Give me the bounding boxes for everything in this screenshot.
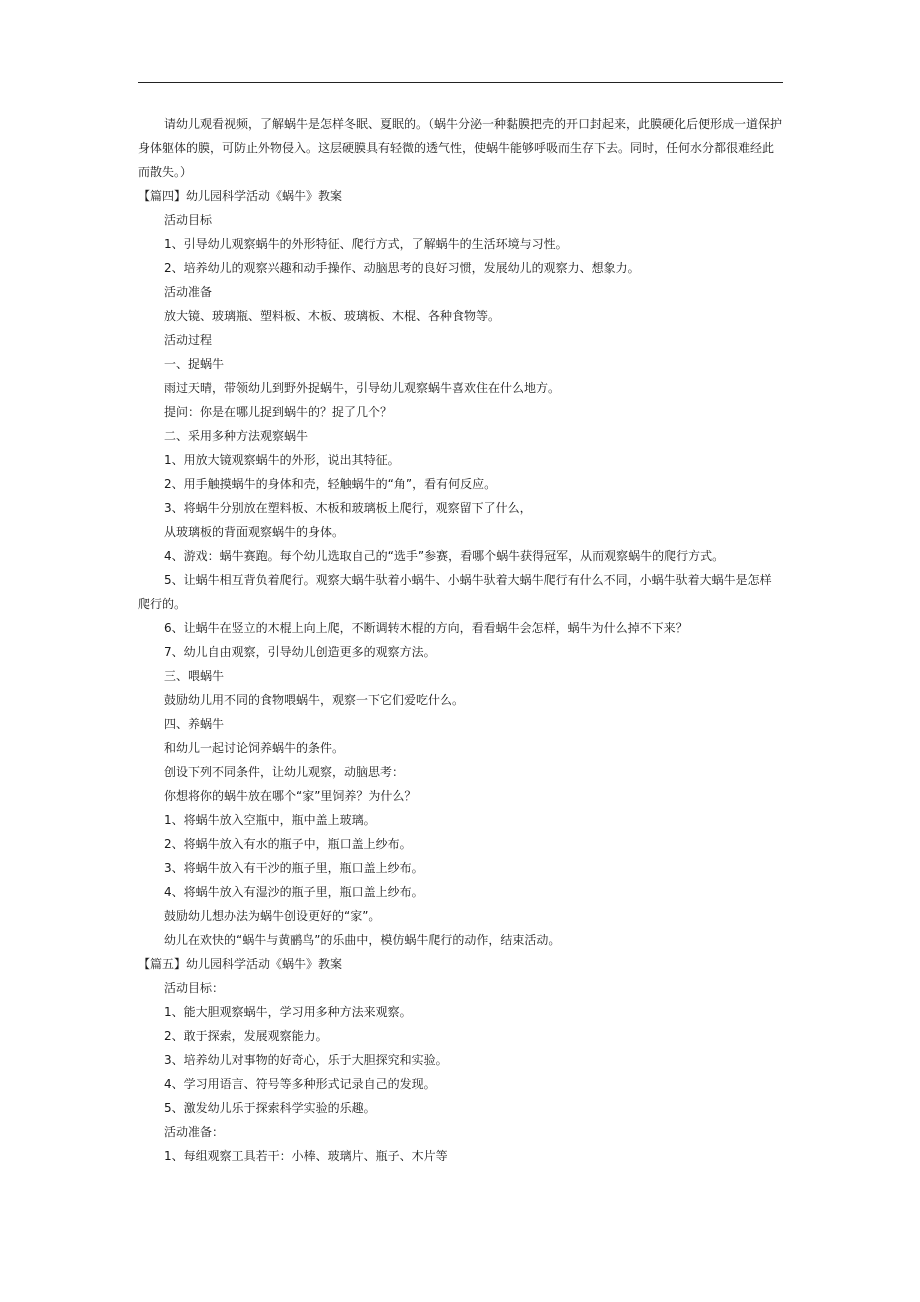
paragraph: 雨过天晴，带领幼儿到野外捉蜗牛，引导幼儿观察蜗牛喜欢住在什么地方。 bbox=[164, 381, 561, 395]
paragraph: 活动过程 bbox=[164, 333, 213, 347]
paragraph: 和幼儿一起讨论饲养蜗牛的条件。 bbox=[164, 741, 345, 755]
paragraph: 一、捉蜗牛 bbox=[164, 357, 225, 371]
paragraph: 2、用手触摸蜗牛的身体和壳，轻触蜗牛的“角”，看有何反应。 bbox=[164, 477, 497, 491]
paragraph: 1、能大胆观察蜗牛，学习用多种方法来观察。 bbox=[164, 1005, 412, 1019]
paragraph: 幼儿在欢快的“蜗牛与黄鹂鸟”的乐曲中，模仿蜗牛爬行的动作，结束活动。 bbox=[164, 933, 561, 947]
paragraph: 3、将蜗牛分别放在塑料板、木板和玻璃板上爬行，观察留下了什么， bbox=[164, 501, 532, 515]
paragraph: 5、让蜗牛相互背负着爬行。观察大蜗牛驮着小蜗牛、小蜗牛驮着大蜗牛爬行有什么不同，小蜗牛驮着大蜗牛是怎样爬行的。 bbox=[138, 573, 772, 611]
paragraph: 4、游戏：蜗牛赛跑。每个幼儿选取自己的“选手”参赛，看哪个蜗牛获得冠军，从而观察蜗牛的爬行方式。 bbox=[164, 549, 725, 563]
paragraph: 提问：你是在哪儿捉到蜗牛的？捉了几个？ bbox=[164, 405, 393, 419]
paragraph: 1、将蜗牛放入空瓶中，瓶中盖上玻璃。 bbox=[164, 813, 376, 827]
paragraph: 1、每组观察工具若干：小棒、玻璃片、瓶子、木片等 bbox=[164, 1149, 448, 1163]
paragraph: 你想将你的蜗牛放在哪个“家”里饲养？为什么？ bbox=[164, 789, 417, 803]
paragraph: 活动目标： bbox=[164, 981, 225, 995]
paragraph: 二、采用多种方法观察蜗牛 bbox=[164, 429, 309, 443]
document-body bbox=[138, 112, 783, 1168]
paragraph: 7、幼儿自由观察，引导幼儿创造更多的观察方法。 bbox=[164, 645, 436, 659]
paragraph: 6、让蜗牛在竖立的木棍上向上爬，不断调转木棍的方向，看看蜗牛会怎样，蜗牛为什么掉不下来？ bbox=[164, 621, 688, 635]
paragraph: 5、激发幼儿乐于探索科学实验的乐趣。 bbox=[164, 1101, 376, 1115]
paragraph: 4、将蜗牛放入有湿沙的瓶子里，瓶口盖上纱布。 bbox=[164, 885, 424, 899]
paragraph: 1、引导幼儿观察蜗牛的外形特征、爬行方式，了解蜗牛的生活环境与习性。 bbox=[164, 237, 568, 251]
paragraph: 3、将蜗牛放入有干沙的瓶子里，瓶口盖上纱布。 bbox=[164, 861, 424, 875]
section-heading: 【篇五】幼儿园科学活动《蜗牛》教案 bbox=[138, 957, 343, 971]
paragraph: 3、培养幼儿对事物的好奇心，乐于大胆探究和实验。 bbox=[164, 1053, 448, 1067]
paragraph: 2、培养幼儿的观察兴趣和动手操作、动脑思考的良好习惯，发展幼儿的观察力、想象力。 bbox=[164, 261, 640, 275]
paragraph: 请幼儿观看视频，了解蜗牛是怎样冬眠、夏眠的。（蜗牛分泌一种黏膜把壳的开口封起来，此膜硬化后便形成一道保护身体躯体的膜，可防止外物侵入。这层硬膜具有轻微的透气性，使蜗牛能够呼吸而生存下去。同时，任何水分都很难经此而散失。） bbox=[138, 117, 783, 179]
section-heading: 【篇四】幼儿园科学活动《蜗牛》教案 bbox=[138, 189, 343, 203]
paragraph: 创设下列不同条件，让幼儿观察，动脑思考： bbox=[164, 765, 405, 779]
paragraph: 2、敢于探索，发展观察能力。 bbox=[164, 1029, 328, 1043]
header-rule bbox=[138, 82, 783, 83]
paragraph: 活动目标 bbox=[164, 213, 213, 227]
paragraph: 三、喂蜗牛 bbox=[164, 669, 225, 683]
paragraph: 放大镜、玻璃瓶、塑料板、木板、玻璃板、木棍、各种食物等。 bbox=[164, 309, 501, 323]
paragraph: 活动准备： bbox=[164, 1125, 225, 1139]
paragraph: 2、将蜗牛放入有水的瓶子中，瓶口盖上纱布。 bbox=[164, 837, 412, 851]
paragraph: 活动准备 bbox=[164, 285, 213, 299]
paragraph: 1、用放大镜观察蜗牛的外形，说出其特征。 bbox=[164, 453, 400, 467]
paragraph: 4、学习用语言、符号等多种形式记录自己的发现。 bbox=[164, 1077, 436, 1091]
paragraph: 鼓励幼儿想办法为蜗牛创设更好的“家”。 bbox=[164, 909, 381, 923]
paragraph: 从玻璃板的背面观察蜗牛的身体。 bbox=[164, 525, 345, 539]
paragraph: 鼓励幼儿用不同的食物喂蜗牛，观察一下它们爱吃什么。 bbox=[164, 693, 465, 707]
paragraph: 四、养蜗牛 bbox=[164, 717, 225, 731]
